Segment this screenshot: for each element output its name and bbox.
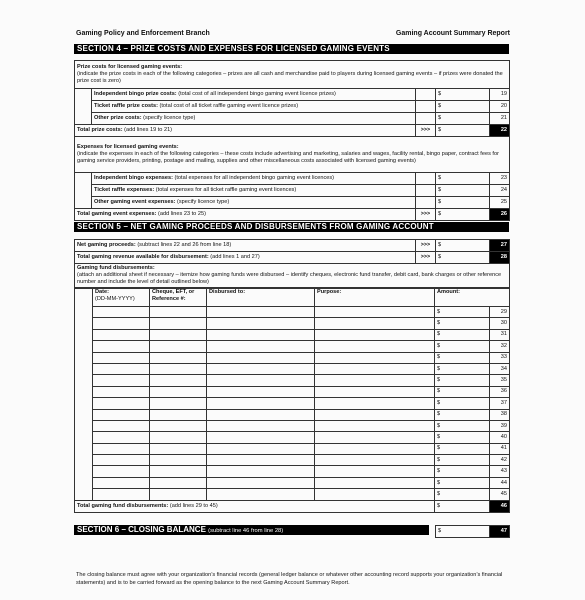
line-number: 36 [490, 386, 510, 397]
disbursed-to-field[interactable] [207, 466, 315, 477]
section-4-header [74, 44, 509, 54]
disbursed-to-field[interactable] [207, 420, 315, 431]
disbursement-row [75, 363, 510, 374]
line-number-total: 26 [490, 209, 510, 221]
line-number-total: 22 [490, 125, 510, 137]
purpose-field[interactable] [315, 443, 435, 454]
amount-field-24[interactable]: $ [436, 185, 490, 197]
date-field[interactable] [93, 307, 150, 318]
reference-field[interactable] [150, 409, 207, 420]
arrow-marker: >>> [416, 209, 436, 221]
amount-field-23[interactable]: $ [436, 173, 490, 185]
col-reference-2: Reference #: [152, 296, 186, 302]
row-spacer [75, 477, 93, 488]
amount-field[interactable]: $ [435, 409, 490, 420]
disbursement-row [75, 420, 510, 431]
row-spacer [75, 409, 93, 420]
date-field[interactable] [93, 455, 150, 466]
expense-row-25 [75, 197, 510, 209]
section-6-header [74, 525, 429, 535]
row-label: Other gaming event expenses: [94, 199, 176, 205]
disbursed-to-field[interactable] [207, 329, 315, 340]
disbursement-row [75, 307, 510, 318]
row-spacer [75, 420, 93, 431]
row-detail: (total cost of all independent bingo gaming event licence prizes) [178, 91, 336, 97]
purpose-field[interactable] [315, 466, 435, 477]
reference-field[interactable] [150, 318, 207, 329]
amount-field[interactable]: $ [435, 352, 490, 363]
row-spacer [75, 455, 93, 466]
reference-field[interactable] [150, 489, 207, 500]
amount-field-26[interactable]: $ [436, 209, 490, 221]
reference-field[interactable] [150, 329, 207, 340]
prize-row-21 [75, 113, 510, 125]
row-detail: (add lines 23 to 25) [158, 211, 206, 217]
expense-intro-title: Expenses for licensed gaming events: [77, 144, 179, 150]
disbursement-row [75, 432, 510, 443]
col-disbursed-to: Disbursed to: [207, 289, 315, 307]
disbursement-title: Gaming fund disbursements: [77, 265, 155, 271]
row-detail: (total expenses for all independent bingo gaming event licences) [174, 175, 335, 181]
row-label: Total prize costs: [77, 127, 123, 133]
row-spacer [75, 318, 93, 329]
disbursement-row [75, 375, 510, 386]
purpose-field[interactable] [315, 329, 435, 340]
purpose-field[interactable] [315, 341, 435, 352]
amount-field-27[interactable]: $ [436, 240, 490, 252]
section-5-title: SECTION 5 – NET GAMING PROCEEDS AND DISBURSEMENTS FROM GAMING ACCOUNT [77, 222, 434, 231]
amount-field[interactable]: $ [435, 386, 490, 397]
disbursed-to-field[interactable] [207, 363, 315, 374]
expense-intro-row [75, 137, 510, 173]
line-number: 39 [490, 420, 510, 431]
row-label: Other prize costs: [94, 115, 142, 121]
expense-row-23 [75, 173, 510, 185]
date-field[interactable] [93, 477, 150, 488]
amount-field[interactable]: $ [435, 329, 490, 340]
line-number: 37 [490, 398, 510, 409]
row-detail: (add lines 1 and 27) [210, 254, 260, 260]
amount-field-19[interactable]: $ [436, 89, 490, 101]
row-spacer [75, 466, 93, 477]
closing-balance-box [435, 525, 510, 538]
expense-intro-text: (indicate the expenses in each of the following categories – these costs include advertising and marketing, salaries and wages, facility rental, bingo paper, contract fees for gaming service providers, printing, postage and mailing, supplies and other miscellaneous costs associated with licensed gaming events) [77, 151, 499, 164]
reference-field[interactable] [150, 341, 207, 352]
line-number: 30 [490, 318, 510, 329]
arrow-marker: >>> [416, 125, 436, 137]
disbursement-row [75, 466, 510, 477]
col-date-format: (DD-MM-YYYY) [95, 296, 135, 302]
disbursed-to-field[interactable] [207, 489, 315, 500]
row-spacer [75, 363, 93, 374]
prize-intro-row [75, 61, 510, 89]
row-spacer [75, 386, 93, 397]
purpose-field[interactable] [315, 477, 435, 488]
amount-field[interactable]: $ [435, 489, 490, 500]
total-disbursement-row [75, 500, 510, 512]
row-spacer [75, 398, 93, 409]
section-4-title: SECTION 4 – PRIZE COSTS AND EXPENSES FOR LICENSED GAMING EVENTS [77, 44, 390, 53]
purpose-field[interactable] [315, 409, 435, 420]
disbursement-row [75, 352, 510, 363]
col-reference: Cheque, EFT, or [152, 289, 195, 295]
row-label: Total gaming revenue available for disbursement: [77, 254, 209, 260]
disbursed-to-field[interactable] [207, 477, 315, 488]
date-field[interactable] [93, 398, 150, 409]
line-number-total: 28 [490, 252, 510, 264]
reference-field[interactable] [150, 432, 207, 443]
disbursement-row [75, 409, 510, 420]
disbursed-to-field[interactable] [207, 341, 315, 352]
total-prize-row [75, 125, 510, 137]
row-label: Independent bingo prize costs: [94, 91, 177, 97]
line-number: 32 [490, 341, 510, 352]
disbursement-table [74, 288, 510, 513]
amount-field[interactable]: $ [435, 466, 490, 477]
prize-intro-text: (indicate the prize costs in each of the following categories – prizes are all cash and merchandise paid to players during licensed gaming events – if prizes were donated the prize cost is zero) [77, 71, 503, 84]
line-number: 31 [490, 329, 510, 340]
row-spacer [75, 443, 93, 454]
branch-name: Gaming Policy and Enforcement Branch [76, 30, 210, 37]
purpose-field[interactable] [315, 455, 435, 466]
section-6-subtitle: (subtract line 46 from line 28) [208, 528, 284, 534]
prize-row-20 [75, 101, 510, 113]
section-5-header [74, 222, 509, 232]
date-field[interactable] [93, 432, 150, 443]
prize-intro-title: Prize costs for licensed gaming events: [77, 64, 183, 70]
line-number: 41 [490, 443, 510, 454]
line-number: 24 [490, 185, 510, 197]
reference-field[interactable] [150, 443, 207, 454]
line-number: 20 [490, 101, 510, 113]
disbursement-intro-row [75, 264, 510, 288]
net-proceeds-row [75, 240, 510, 252]
purpose-field[interactable] [315, 318, 435, 329]
row-label: Ticket raffle prize costs: [94, 103, 158, 109]
row-detail: (add lines 19 to 21) [124, 127, 173, 133]
date-field[interactable] [93, 341, 150, 352]
row-detail: (specify licence type) [177, 199, 230, 205]
disbursement-row [75, 398, 510, 409]
amount-field-21[interactable]: $ [436, 113, 490, 125]
disbursement-row [75, 455, 510, 466]
reference-field[interactable] [150, 455, 207, 466]
purpose-field[interactable] [315, 489, 435, 500]
purpose-field[interactable] [315, 363, 435, 374]
col-date: Date: [95, 289, 109, 295]
row-detail: (total expenses for all ticket raffle gaming event licences) [155, 187, 297, 193]
amount-field[interactable]: $ [435, 477, 490, 488]
disbursed-to-field[interactable] [207, 375, 315, 386]
amount-field-47[interactable]: $ [436, 526, 490, 538]
line-number-total: 47 [490, 526, 510, 538]
prize-row-19 [75, 89, 510, 101]
disbursed-to-field[interactable] [207, 455, 315, 466]
amount-field[interactable]: $ [435, 318, 490, 329]
amount-field-28[interactable]: $ [436, 252, 490, 264]
amount-field-22[interactable]: $ [436, 125, 490, 137]
row-label: Total gaming fund disbursements: [77, 502, 169, 509]
reference-field[interactable] [150, 466, 207, 477]
purpose-field[interactable] [315, 386, 435, 397]
row-detail: (subtract lines 22 and 26 from line 18) [137, 242, 232, 248]
reference-field[interactable] [150, 307, 207, 318]
date-field[interactable] [93, 386, 150, 397]
section-5-summary-table [74, 239, 510, 288]
date-field[interactable] [93, 409, 150, 420]
reference-field[interactable] [150, 375, 207, 386]
date-field[interactable] [93, 318, 150, 329]
reference-field[interactable] [150, 477, 207, 488]
line-number: 33 [490, 352, 510, 363]
row-spacer [75, 375, 93, 386]
date-field[interactable] [93, 420, 150, 431]
line-number: 25 [490, 197, 510, 209]
amount-field[interactable]: $ [435, 307, 490, 318]
row-label: Independent bingo expenses: [94, 175, 173, 181]
line-number: 21 [490, 113, 510, 125]
line-number: 44 [490, 477, 510, 488]
disbursement-row [75, 386, 510, 397]
row-label: Net gaming proceeds: [77, 242, 136, 248]
disbursement-row [75, 489, 510, 500]
date-field[interactable] [93, 375, 150, 386]
purpose-field[interactable] [315, 307, 435, 318]
expense-row-24 [75, 185, 510, 197]
row-detail: (total cost of all ticket raffle gaming event licence prizes) [159, 103, 299, 109]
line-number: 34 [490, 363, 510, 374]
disbursement-row [75, 341, 510, 352]
amount-field[interactable]: $ [435, 432, 490, 443]
amount-field[interactable]: $ [435, 398, 490, 409]
line-number: 19 [490, 89, 510, 101]
purpose-field[interactable] [315, 420, 435, 431]
disbursed-to-field[interactable] [207, 409, 315, 420]
amount-field-25[interactable]: $ [436, 197, 490, 209]
date-field[interactable] [93, 352, 150, 363]
total-expense-row [75, 209, 510, 221]
reference-field[interactable] [150, 398, 207, 409]
reference-field[interactable] [150, 420, 207, 431]
purpose-field[interactable] [315, 375, 435, 386]
amount-field-20[interactable]: $ [436, 101, 490, 113]
line-number-total: 46 [490, 500, 510, 512]
line-number: 42 [490, 455, 510, 466]
purpose-field[interactable] [315, 432, 435, 443]
col-purpose: Purpose: [315, 289, 435, 307]
disbursed-to-field[interactable] [207, 443, 315, 454]
amount-field[interactable]: $ [435, 420, 490, 431]
net-revenue-row [75, 252, 510, 264]
amount-field[interactable]: $ [435, 455, 490, 466]
disbursed-to-field[interactable] [207, 352, 315, 363]
amount-field[interactable]: $ [435, 363, 490, 374]
disbursed-to-field[interactable] [207, 318, 315, 329]
row-spacer [75, 341, 93, 352]
row-spacer [75, 489, 93, 500]
disbursement-row [75, 318, 510, 329]
line-number-total: 27 [490, 240, 510, 252]
line-number: 45 [490, 489, 510, 500]
col-amount: Amount: [435, 289, 510, 307]
closing-balance-note: The closing balance must agree with your organization’s financial records (general ledger balance or whatever other accounting record supports your organization’s financial statements) and is to be carried forward as the opening balance to the next Gaming Account Summary Report. [76, 572, 503, 586]
date-field[interactable] [93, 443, 150, 454]
reference-field[interactable] [150, 386, 207, 397]
purpose-field[interactable] [315, 352, 435, 363]
line-number: 35 [490, 375, 510, 386]
line-number: 43 [490, 466, 510, 477]
disbursement-row [75, 443, 510, 454]
amount-field[interactable]: $ [435, 375, 490, 386]
disbursement-row [75, 329, 510, 340]
amount-field[interactable]: $ [435, 443, 490, 454]
arrow-marker: >>> [416, 252, 436, 264]
row-spacer [75, 352, 93, 363]
disbursement-header-row [75, 289, 510, 307]
date-field[interactable] [93, 329, 150, 340]
arrow-marker: >>> [416, 240, 436, 252]
purpose-field[interactable] [315, 398, 435, 409]
section-4-table [74, 60, 510, 221]
row-spacer [75, 307, 93, 318]
date-field[interactable] [93, 363, 150, 374]
disbursed-to-field[interactable] [207, 432, 315, 443]
row-spacer [75, 329, 93, 340]
report-title: Gaming Account Summary Report [395, 30, 510, 37]
line-number: 40 [490, 432, 510, 443]
row-detail: (add lines 29 to 45) [169, 502, 218, 509]
reference-field[interactable] [150, 363, 207, 374]
line-number: 23 [490, 173, 510, 185]
row-label: Ticket raffle expenses: [94, 187, 155, 193]
amount-field[interactable]: $ [435, 341, 490, 352]
disbursed-to-field[interactable] [207, 386, 315, 397]
disbursed-to-field[interactable] [207, 398, 315, 409]
line-number: 29 [490, 307, 510, 318]
date-field[interactable] [93, 466, 150, 477]
row-spacer [75, 432, 93, 443]
disbursement-text: (attach an additional sheet if necessary – itemize how gaming funds were disbursed – identify cheques, electronic fund transfer, debit card, bank charges or other reference number and include the level of detail outlined below) [77, 272, 502, 285]
disbursed-to-field[interactable] [207, 307, 315, 318]
row-label: Total gaming event expenses: [77, 211, 157, 217]
line-number: 38 [490, 409, 510, 420]
disbursement-row [75, 477, 510, 488]
section-6-title: SECTION 6 – CLOSING BALANCE [77, 525, 206, 534]
date-field[interactable] [93, 489, 150, 500]
row-detail: (specify licence type) [143, 115, 196, 121]
reference-field[interactable] [150, 352, 207, 363]
amount-field-46[interactable]: $ [435, 500, 490, 512]
